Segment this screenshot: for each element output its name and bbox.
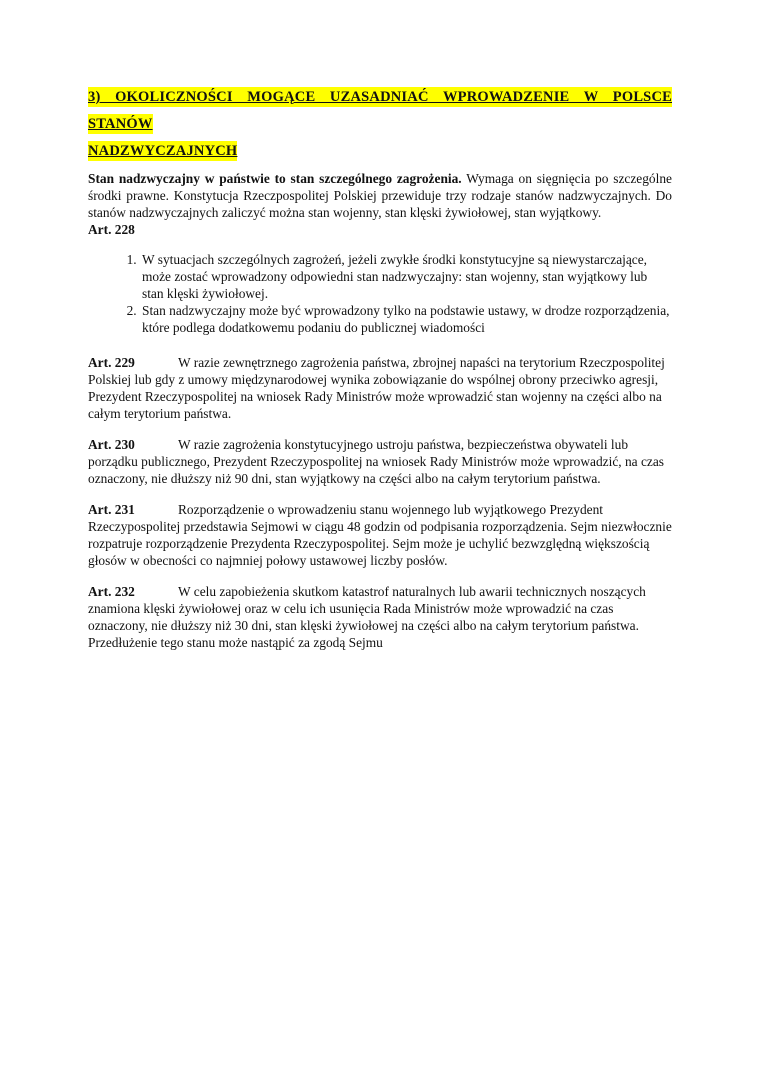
article-229 <box>88 354 672 422</box>
article-text: W razie zewnętrznego zagrożenia państwa, zbrojnej napaści na terytorium Rzeczpospolitej Polskiej lub gdy z umowy międzynarodowej wynika zobowiązanie do wspólnej obrony przeciwko agresji, Prezydent Rzeczypospolitej na wniosek Rady Ministrów może wprowadzić stan wojenny na części albo na całym terytorium państwa. <box>88 355 665 421</box>
article-label: Art. 232 <box>88 584 135 599</box>
title-line-2-highlight: NADZWYCZAJNYCH <box>88 143 238 159</box>
intro-lead-rest: Wymaga on sięgnięcia po szczególne środki prawne. Konstytucja Rzeczpospolitej Polskiej przewiduje trzy rodzaje stanów nadzwyczajnych. Do stanów nadzwyczajnych zaliczyć można stan wojenny, stan klęski żywiołowej, stan wyjątkowy. <box>88 171 672 220</box>
article-230 <box>88 436 672 487</box>
article-232 <box>88 583 672 651</box>
document-title <box>88 84 672 165</box>
intro-lead-bold: Stan nadzwyczajny w państwie to stan szczególnego zagrożenia. <box>88 171 462 186</box>
article-label: Art. 229 <box>88 355 135 370</box>
article-label: Art. 230 <box>88 437 135 452</box>
article-text: Rozporządzenie o wprowadzeniu stanu wojennego lub wyjątkowego Prezydent Rzeczypospolitej przedstawia Sejmowi w ciągu 48 godzin od podpisania rozporządzenia. Sejm niezwłocznie rozpatruje rozporządzenie Prezydenta Rzeczypospolitej. Sejm może je uchylić bezwzględną większością głosów w obecności co najmniej połowy ustawowej liczby posłów. <box>88 502 672 568</box>
article-text: W celu zapobieżenia skutkom katastrof naturalnych lub awarii technicznych noszących znamiona klęski żywiołowej oraz w celu ich usunięcia Rada Ministrów może wprowadzić na czas oznaczony, nie dłuższy niż 30 dni, stan klęski żywiołowej na części albo na całym terytorium państwa. Przedłużenie tego stanu może nastąpić za zgodą Sejmu <box>88 584 646 650</box>
article-231 <box>88 501 672 569</box>
article-label: Art. 231 <box>88 502 135 517</box>
list-item: 1. W sytuacjach szczególnych zagrożeń, jeżeli zwykłe środki konstytucyjne są niewystarczające, może zostać wprowadzony odpowiedni stan nadzwyczajny: stan wojenny, stan wyjątkowy lub stan klęski żywiołowej. <box>140 251 672 302</box>
article-228-heading: Art. 228 <box>88 222 135 237</box>
article-text: W razie zagrożenia konstytucyjnego ustroju państwa, bezpieczeństwa obywateli lub porządku publicznego, Prezydent Rzeczypospolitej na wniosek Rady Ministrów może wprowadzić, na czas oznaczony, nie dłuższy niż 90 dni, stan wyjątkowy na części albo na całym terytorium państwa. <box>88 437 664 486</box>
title-line-1-highlight: 3) OKOLICZNOŚCI MOGĄCE UZASADNIAĆ WPROWADZENIE W POLSCE STANÓW <box>88 89 672 132</box>
article-228-list <box>88 251 672 336</box>
list-item: 2. Stan nadzwyczajny może być wprowadzony tylko na podstawie ustawy, w drodze rozporządzenia, które podlega dodatkowemu podaniu do publicznej wiadomości <box>140 302 672 336</box>
intro-paragraph <box>88 170 672 221</box>
